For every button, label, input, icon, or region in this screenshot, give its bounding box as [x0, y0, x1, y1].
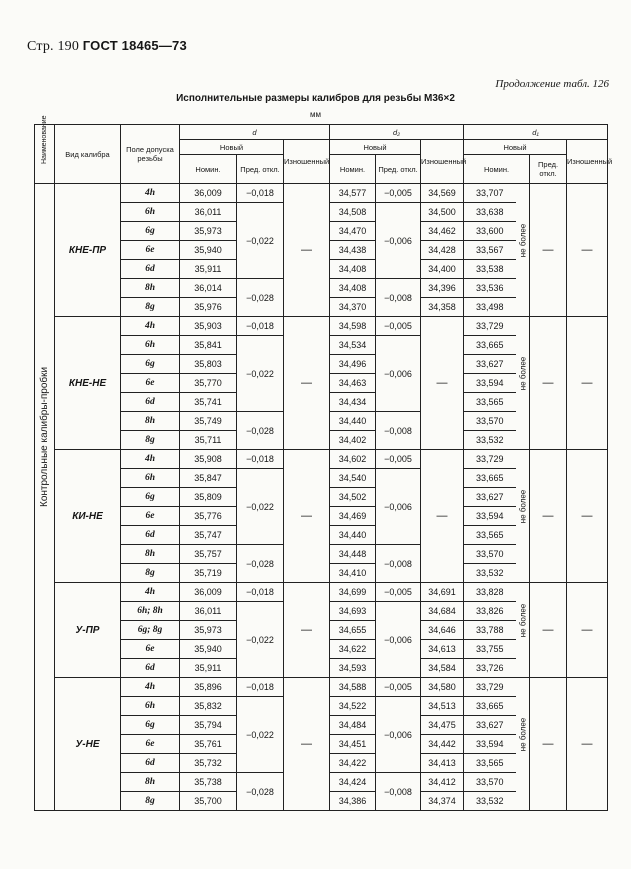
d-deviation: −0,018	[237, 450, 284, 469]
d2-worn: 34,500	[421, 203, 464, 222]
d-nominal: 35,809	[180, 488, 237, 507]
d2-nominal: 34,699	[330, 583, 376, 602]
d2-deviation-header: Пред. откл.	[376, 155, 421, 184]
tolerance-field: 6g	[121, 488, 180, 507]
d1-worn: —	[567, 317, 608, 450]
d2-nominal: 34,408	[330, 260, 376, 279]
d2-nominal: 34,496	[330, 355, 376, 374]
d1-nominal: 33,594	[464, 374, 516, 393]
d2-deviation: −0,005	[376, 184, 421, 203]
d2-nominal: 34,410	[330, 564, 376, 583]
tolerance-field: 6e	[121, 507, 180, 526]
d2-worn: 34,358	[421, 298, 464, 317]
d-nominal: 35,976	[180, 298, 237, 317]
tolerance-field: 6d	[121, 526, 180, 545]
d-nominal: 35,903	[180, 317, 237, 336]
d2-worn: 34,413	[421, 754, 464, 773]
d1-nominal: 33,536	[464, 279, 516, 298]
d-nominal: 36,009	[180, 184, 237, 203]
d2-worn: 34,442	[421, 735, 464, 754]
tolerance-field: 6d	[121, 659, 180, 678]
d1-deviation: —	[530, 450, 567, 583]
d2-nominal: 34,440	[330, 526, 376, 545]
table-row	[35, 583, 608, 602]
d1-nominal: 33,826	[464, 602, 516, 621]
tolerance-field: 6h	[121, 697, 180, 716]
d-nominal: 35,803	[180, 355, 237, 374]
col-d1-header: d₁	[464, 125, 608, 140]
d-nominal: 35,700	[180, 792, 237, 811]
d-nominal: 35,908	[180, 450, 237, 469]
tolerance-field: 4h	[121, 583, 180, 602]
d-worn: —	[284, 678, 330, 811]
d1-nominal: 33,627	[464, 716, 516, 735]
d1-nominal: 33,570	[464, 545, 516, 564]
d1-nominal: 33,570	[464, 412, 516, 431]
d1-nominal: 33,532	[464, 792, 516, 811]
tolerance-field: 6h	[121, 203, 180, 222]
d-nominal: 36,011	[180, 602, 237, 621]
d-nominal: 35,776	[180, 507, 237, 526]
tolerance-field: 8g	[121, 298, 180, 317]
d2-nominal: 34,470	[330, 222, 376, 241]
d1-nominal: 33,726	[464, 659, 516, 678]
d1-nominal: 33,594	[464, 507, 516, 526]
tolerance-field: 8h	[121, 545, 180, 564]
tolerance-field: 4h	[121, 184, 180, 203]
d2-deviation: −0,005	[376, 317, 421, 336]
d2-worn: 34,374	[421, 792, 464, 811]
d2-nominal: 34,386	[330, 792, 376, 811]
standard-number: ГОСТ 18465—73	[82, 38, 187, 53]
tolerance-field: 6d	[121, 260, 180, 279]
d2-nominal: 34,598	[330, 317, 376, 336]
tolerance-field: 8h	[121, 773, 180, 792]
d-deviation: −0,022	[237, 469, 284, 545]
d-deviation-header: Пред. откл.	[237, 155, 284, 184]
d1-nominal: 33,627	[464, 355, 516, 374]
table-row	[35, 678, 608, 697]
d-deviation: −0,018	[237, 583, 284, 602]
d-nominal: 35,911	[180, 260, 237, 279]
d2-worn: —	[421, 317, 464, 450]
d2-deviation: −0,006	[376, 697, 421, 773]
d2-worn: 34,400	[421, 260, 464, 279]
d2-deviation: −0,006	[376, 469, 421, 545]
d-nominal: 35,761	[180, 735, 237, 754]
d1-nominal: 33,729	[464, 317, 516, 336]
d-nominal: 35,749	[180, 412, 237, 431]
d-worn: —	[284, 184, 330, 317]
d1-deviation: —	[530, 678, 567, 811]
d2-nominal: 34,522	[330, 697, 376, 716]
d2-deviation: −0,005	[376, 678, 421, 697]
d2-worn: 34,580	[421, 678, 464, 697]
d-deviation: −0,022	[237, 203, 284, 279]
d-nominal: 35,794	[180, 716, 237, 735]
d1-worn: —	[567, 450, 608, 583]
d-deviation: −0,028	[237, 279, 284, 317]
gauge-type: КНЕ-НЕ	[55, 317, 121, 450]
d-nominal: 35,770	[180, 374, 237, 393]
d-worn: —	[284, 450, 330, 583]
d2-nominal: 34,448	[330, 545, 376, 564]
d1-nominal: 33,665	[464, 469, 516, 488]
tolerance-field: 6d	[121, 754, 180, 773]
d-deviation: −0,028	[237, 545, 284, 583]
d-nominal: 36,011	[180, 203, 237, 222]
tolerance-field: 6h	[121, 469, 180, 488]
d1-nominal: 33,532	[464, 564, 516, 583]
tolerance-field: 4h	[121, 678, 180, 697]
d-nominal: 35,732	[180, 754, 237, 773]
d2-nominal: 34,593	[330, 659, 376, 678]
d2-worn: 34,646	[421, 621, 464, 640]
d1-nominal: 33,565	[464, 526, 516, 545]
d2-nominal-header: Номин.	[330, 155, 376, 184]
page-header	[27, 38, 187, 55]
d2-nominal: 34,370	[330, 298, 376, 317]
d1-not-more: не более	[516, 450, 530, 583]
table-body	[35, 184, 608, 811]
d2-nominal: 34,602	[330, 450, 376, 469]
tolerance-field: 8h	[121, 412, 180, 431]
d2-nominal: 34,438	[330, 241, 376, 260]
d2-nominal: 34,434	[330, 393, 376, 412]
d-deviation: −0,028	[237, 412, 284, 450]
d2-worn: —	[421, 450, 464, 583]
d2-nominal: 34,484	[330, 716, 376, 735]
d2-worn-header: Изношенный	[421, 140, 464, 184]
d1-not-more: не более	[516, 317, 530, 450]
d2-worn: 34,569	[421, 184, 464, 203]
d2-deviation: −0,008	[376, 279, 421, 317]
d-nominal: 35,841	[180, 336, 237, 355]
tolerance-field: 8g	[121, 564, 180, 583]
tolerance-field: 4h	[121, 317, 180, 336]
d1-nominal: 33,707	[464, 184, 516, 203]
d2-worn: 34,584	[421, 659, 464, 678]
tolerance-field: 6g	[121, 716, 180, 735]
col-tolerance-header: Поле допуска резьбы	[121, 125, 180, 184]
tolerance-field: 6e	[121, 374, 180, 393]
table-row	[35, 184, 608, 203]
d1-nominal: 33,755	[464, 640, 516, 659]
d-nominal: 35,741	[180, 393, 237, 412]
d-nominal-header: Номин.	[180, 155, 237, 184]
d1-nominal: 33,665	[464, 697, 516, 716]
gauge-type: У-НЕ	[55, 678, 121, 811]
d2-nominal: 34,655	[330, 621, 376, 640]
d2-worn: 34,428	[421, 241, 464, 260]
d-nominal: 35,738	[180, 773, 237, 792]
d-new-header: Новый	[180, 140, 284, 155]
col-d-header: d	[180, 125, 330, 140]
d2-deviation: −0,008	[376, 773, 421, 811]
d-deviation: −0,018	[237, 317, 284, 336]
d-deviation: −0,022	[237, 602, 284, 678]
d1-nominal: 33,828	[464, 583, 516, 602]
d2-nominal: 34,502	[330, 488, 376, 507]
page-number: Стр. 190	[27, 39, 80, 54]
d1-new-header: Новый	[464, 140, 567, 155]
d-nominal: 36,014	[180, 279, 237, 298]
d2-nominal: 34,540	[330, 469, 376, 488]
d1-nominal: 33,788	[464, 621, 516, 640]
d2-new-header: Новый	[330, 140, 421, 155]
d1-nominal-header: Номин.	[464, 155, 530, 184]
tolerance-field: 8g	[121, 431, 180, 450]
d2-deviation: −0,006	[376, 602, 421, 678]
d2-worn: 34,613	[421, 640, 464, 659]
d1-nominal: 33,600	[464, 222, 516, 241]
d1-nominal: 33,532	[464, 431, 516, 450]
d-nominal: 36,009	[180, 583, 237, 602]
col-gauge-type-header: Вид калибра	[55, 125, 121, 184]
tolerance-field: 6h	[121, 336, 180, 355]
col-d2-header: d₂	[330, 125, 464, 140]
d2-nominal: 34,451	[330, 735, 376, 754]
d2-nominal: 34,463	[330, 374, 376, 393]
tolerance-field: 6d	[121, 393, 180, 412]
d-nominal: 35,747	[180, 526, 237, 545]
d-nominal: 35,719	[180, 564, 237, 583]
d1-nominal: 33,538	[464, 260, 516, 279]
d1-worn: —	[567, 184, 608, 317]
d-deviation: −0,018	[237, 678, 284, 697]
tolerance-field: 8h	[121, 279, 180, 298]
d1-nominal: 33,729	[464, 450, 516, 469]
d2-worn: 34,412	[421, 773, 464, 792]
tolerance-field: 4h	[121, 450, 180, 469]
d-nominal: 35,757	[180, 545, 237, 564]
unit-label: мм	[310, 110, 321, 119]
d1-nominal: 33,570	[464, 773, 516, 792]
col-name-header: Наименование	[35, 125, 55, 184]
d1-nominal: 33,567	[464, 241, 516, 260]
d-worn: —	[284, 317, 330, 450]
d2-worn: 34,513	[421, 697, 464, 716]
d1-deviation: —	[530, 583, 567, 678]
d1-not-more: не более	[516, 184, 530, 317]
d2-deviation: −0,005	[376, 450, 421, 469]
tolerance-field: 6e	[121, 640, 180, 659]
d2-deviation: −0,005	[376, 583, 421, 602]
tolerance-field: 6g	[121, 222, 180, 241]
d1-not-more: не более	[516, 678, 530, 811]
d2-deviation: −0,006	[376, 336, 421, 412]
d2-nominal: 34,577	[330, 184, 376, 203]
d2-worn: 34,462	[421, 222, 464, 241]
table-row	[35, 450, 608, 469]
d1-nominal: 33,565	[464, 754, 516, 773]
d2-nominal: 34,424	[330, 773, 376, 792]
d1-worn-header: Изношенный	[567, 140, 608, 184]
d1-deviation: —	[530, 184, 567, 317]
d1-worn: —	[567, 583, 608, 678]
d1-deviation: —	[530, 317, 567, 450]
table-row	[35, 317, 608, 336]
d-nominal: 35,896	[180, 678, 237, 697]
d2-nominal: 34,588	[330, 678, 376, 697]
d-nominal: 35,973	[180, 621, 237, 640]
tolerance-field: 8g	[121, 792, 180, 811]
d1-nominal: 33,594	[464, 735, 516, 754]
d1-nominal: 33,565	[464, 393, 516, 412]
d2-nominal: 34,693	[330, 602, 376, 621]
d2-worn: 34,475	[421, 716, 464, 735]
d1-not-more: не более	[516, 583, 530, 678]
gauge-type: У-ПР	[55, 583, 121, 678]
d-nominal: 35,847	[180, 469, 237, 488]
d-nominal: 35,973	[180, 222, 237, 241]
d-deviation: −0,028	[237, 773, 284, 811]
d-nominal: 35,711	[180, 431, 237, 450]
d-nominal: 35,940	[180, 241, 237, 260]
tolerance-field: 6g	[121, 355, 180, 374]
tolerance-field: 6e	[121, 241, 180, 260]
d2-nominal: 34,469	[330, 507, 376, 526]
tolerance-field: 6h; 8h	[121, 602, 180, 621]
d-nominal: 35,940	[180, 640, 237, 659]
d-worn-header: Изношенный	[284, 140, 330, 184]
d2-worn: 34,396	[421, 279, 464, 298]
d-deviation: −0,022	[237, 697, 284, 773]
d2-nominal: 34,422	[330, 754, 376, 773]
d2-nominal: 34,622	[330, 640, 376, 659]
d-deviation: −0,022	[237, 336, 284, 412]
d2-nominal: 34,440	[330, 412, 376, 431]
d2-worn: 34,684	[421, 602, 464, 621]
continuation-note: Продолжение табл. 126	[495, 78, 609, 90]
d1-worn: —	[567, 678, 608, 811]
group-label: Контрольные калибры-пробки	[35, 184, 55, 811]
gauge-type: КИ-НЕ	[55, 450, 121, 583]
d2-nominal: 34,508	[330, 203, 376, 222]
d2-deviation: −0,006	[376, 203, 421, 279]
tolerance-field: 6e	[121, 735, 180, 754]
d1-deviation-header: Пред. откл.	[530, 155, 567, 184]
d-nominal: 35,832	[180, 697, 237, 716]
d1-nominal: 33,638	[464, 203, 516, 222]
d2-nominal: 34,534	[330, 336, 376, 355]
d1-nominal: 33,665	[464, 336, 516, 355]
d2-worn: 34,691	[421, 583, 464, 602]
d2-deviation: −0,008	[376, 412, 421, 450]
d-deviation: −0,018	[237, 184, 284, 203]
gauge-type: КНЕ-ПР	[55, 184, 121, 317]
d-nominal: 35,911	[180, 659, 237, 678]
table-title: Исполнительные размеры калибров для резьбы М36×2	[176, 93, 455, 104]
tolerance-field: 6g; 8g	[121, 621, 180, 640]
d2-nominal: 34,402	[330, 431, 376, 450]
d1-nominal: 33,627	[464, 488, 516, 507]
d2-nominal: 34,408	[330, 279, 376, 298]
d-worn: —	[284, 583, 330, 678]
d1-nominal: 33,498	[464, 298, 516, 317]
d1-nominal: 33,729	[464, 678, 516, 697]
d2-deviation: −0,008	[376, 545, 421, 583]
